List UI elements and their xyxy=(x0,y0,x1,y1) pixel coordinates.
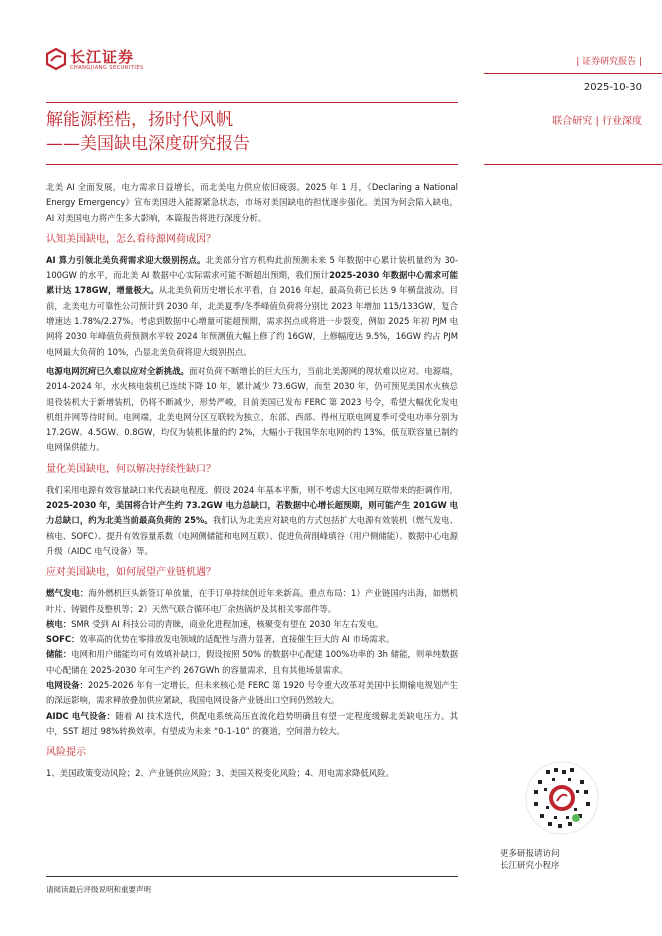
header-divider-bottom xyxy=(484,164,662,165)
section-3-para-grid: 电网设备：2025-2026 年有一定增长，但未来核心是 FERC 第 1920 号令重大改革对美国中长期输电规划产生的深远影响，需求释放叠加供应紧缺，我国电网设备产业链出口空间仍然较大。 xyxy=(46,680,458,706)
report-type: | 证券研究报告 | xyxy=(576,57,642,67)
section-3-para-nuclear: 核电：SMR 受到 AI 科技公司的青睐，商业化进程加速，核聚变有望在 2030 年左右发电。 xyxy=(46,618,384,629)
risk-paragraph: 1、美国政策变动风险；2、产业链供应风险；3、美国关税变化风险；4、用电需求降低风险。 xyxy=(46,768,394,779)
qr-caption-line1: 更多研报请访问 xyxy=(500,849,560,859)
section-heading-1: 认知美国缺电，怎么看待源网荷成因？ xyxy=(46,233,216,245)
qr-caption-line2: 长江研究小程序 xyxy=(500,861,560,871)
logo-mark-icon xyxy=(46,48,66,70)
company-logo xyxy=(46,46,156,74)
intro-paragraph: 北美 AI 全面发展，电力需求日益增长，而北美电力供应依旧疲弱。2025 年 1 月，《Declaring a National Energy Emergency》宣布美国进入能源紧急状态，市场对美国缺电的担忧逐步强化。美国为何会陷入缺电，AI 对美国电力将产生多大影响，本篇报告将进行深度分析。 xyxy=(46,182,458,223)
section-3-para-gas: 燃气发电：海外燃机巨头新签订单放量，在手订单持续创近年来新高。重点布局：1）产业链国内出海，如燃机叶片、铸锻件及整机等；2）天然气联合循环电厂余热锅炉及其相关零部件等。 xyxy=(46,588,459,614)
footer-disclaimer: 请阅读最后评级说明和重要声明 xyxy=(46,885,151,894)
section-1-para-2: 电源电网沉疴已久难以应对全新挑战。面对负荷不断增长的巨大压力，当前北美源网的现状难以应对。电源端，2014-2024 年，水火核电装机已连续下降 10 年，累计减少 73.6GW，而至 2030 年，仍可预见美国水火核总退役装机大于新增装机，仍将不断减少，形势严峻，目前美国已发布 FERC 第 2023 号令，希望大幅优化发电机组并网等待时间。电网端，北美电网分区互联较为独立，东部、西部、得州互联电网夏季可受电功率分别为 17.2GW、4.5GW、0.8GW，均仅为装机体量的约 2%，大幅小于我国华东电网的约 13%，低互联容量已制约电网保供能力。 xyxy=(46,365,459,453)
section-3-para-sofc: SOFC：效率高的优势在零排放发电领域的适配性与潜力显著，直接催生巨大的 AI 市场需求。 xyxy=(46,634,395,645)
logo-text-cn: 长江证券 xyxy=(70,48,135,66)
report-body xyxy=(46,180,458,782)
footer-divider xyxy=(46,876,458,877)
section-heading-risk: 风险提示 xyxy=(46,747,86,759)
section-1-para-1: AI 算力引领北美负荷需求迎大级别拐点。北美部分官方机构此前预测未来 5 年数据中心累计装机量约为 30-100GW 的水平，而北美 AI 数据中心实际需求可能不断超出预期，我们预计2025-2030 年数据中心需求可能累计达 178GW，增量极大。从北美负荷历史增长水平看，自 2016 年起，最高负荷已长达 9 年横盘波动。目前，北美电力可靠性公司预计到 2030 年，北美夏季/冬季峰值负荷将分别比 2023 年增加 115/133GW，复合增速达 1.78%/2.27%。考虑到数据中心增量可能超预期，需求拐点或将进一步裂变，例如 2025 年初 PJM 电网将 2030 年峰值负荷预测水平较 2024 年预测值大幅上修了约 16GW，上修幅度达 9.5%，16GW 约占 PJM 电网最大负荷的 10%，凸显北美负荷将迎大级别拐点。 xyxy=(46,254,458,357)
report-subtitle: ——美国缺电深度研究报告 xyxy=(46,134,250,154)
title-bottom-divider xyxy=(46,164,458,165)
header-divider-top xyxy=(484,73,662,74)
report-category: 联合研究 | 行业深度 xyxy=(552,116,642,127)
title-divider xyxy=(46,102,458,103)
section-2-para-1: 我们采用电源有效容量缺口来代表缺电程度。假设 2024 年基本平衡，则不考虑大区电网互联带来的拒调作用，2025-2030 年，美国将合计产生约 73.2GW 电力总缺口，若数据中心增长超预期，则可能产生 201GW 电力总缺口，约为北美当前最高负荷的 25%。我们认为北美应对缺电的方式包括扩大电源有效装机（燃气发电、核电、SOFC）、提升有效容量系数（电网侧储能和电网互联）、促进负荷削峰填谷（用户侧储能）、数据中心电源升级（AIDC 电气设备）等。 xyxy=(46,484,459,556)
section-heading-3: 应对美国缺电，如何展望产业链机遇？ xyxy=(46,567,216,579)
section-3-para-storage: 储能：电网和用户储能均可有效填补缺口，假设按照 50% 的数据中心配建 100%功率的 3h 储能，则单纯数据中心配储在 2025-2030 年可生产约 267GWh 的容量需求，且有其他场景需求。 xyxy=(46,649,458,675)
report-title: 解能源桎梏，扬时代风帆 xyxy=(46,110,233,130)
report-date: 2025-10-30 xyxy=(583,82,642,93)
logo-text-en: CHANGJIANG SECURITIES xyxy=(70,65,144,71)
section-3-para-aidc: AIDC 电气设备：随着 AI 技术迭代，供配电系统高压直流化趋势明确且有望一定程度缓解北美缺电压力。其中，SST 超过 98%转换效率，有望成为未来 “0-1-10” 的赛道，空间潜力较大。 xyxy=(46,710,458,736)
qr-caption xyxy=(500,848,630,872)
qr-code-icon[interactable] xyxy=(524,760,600,836)
section-heading-2: 量化美国缺电，何以解决持续性缺口？ xyxy=(46,463,216,475)
